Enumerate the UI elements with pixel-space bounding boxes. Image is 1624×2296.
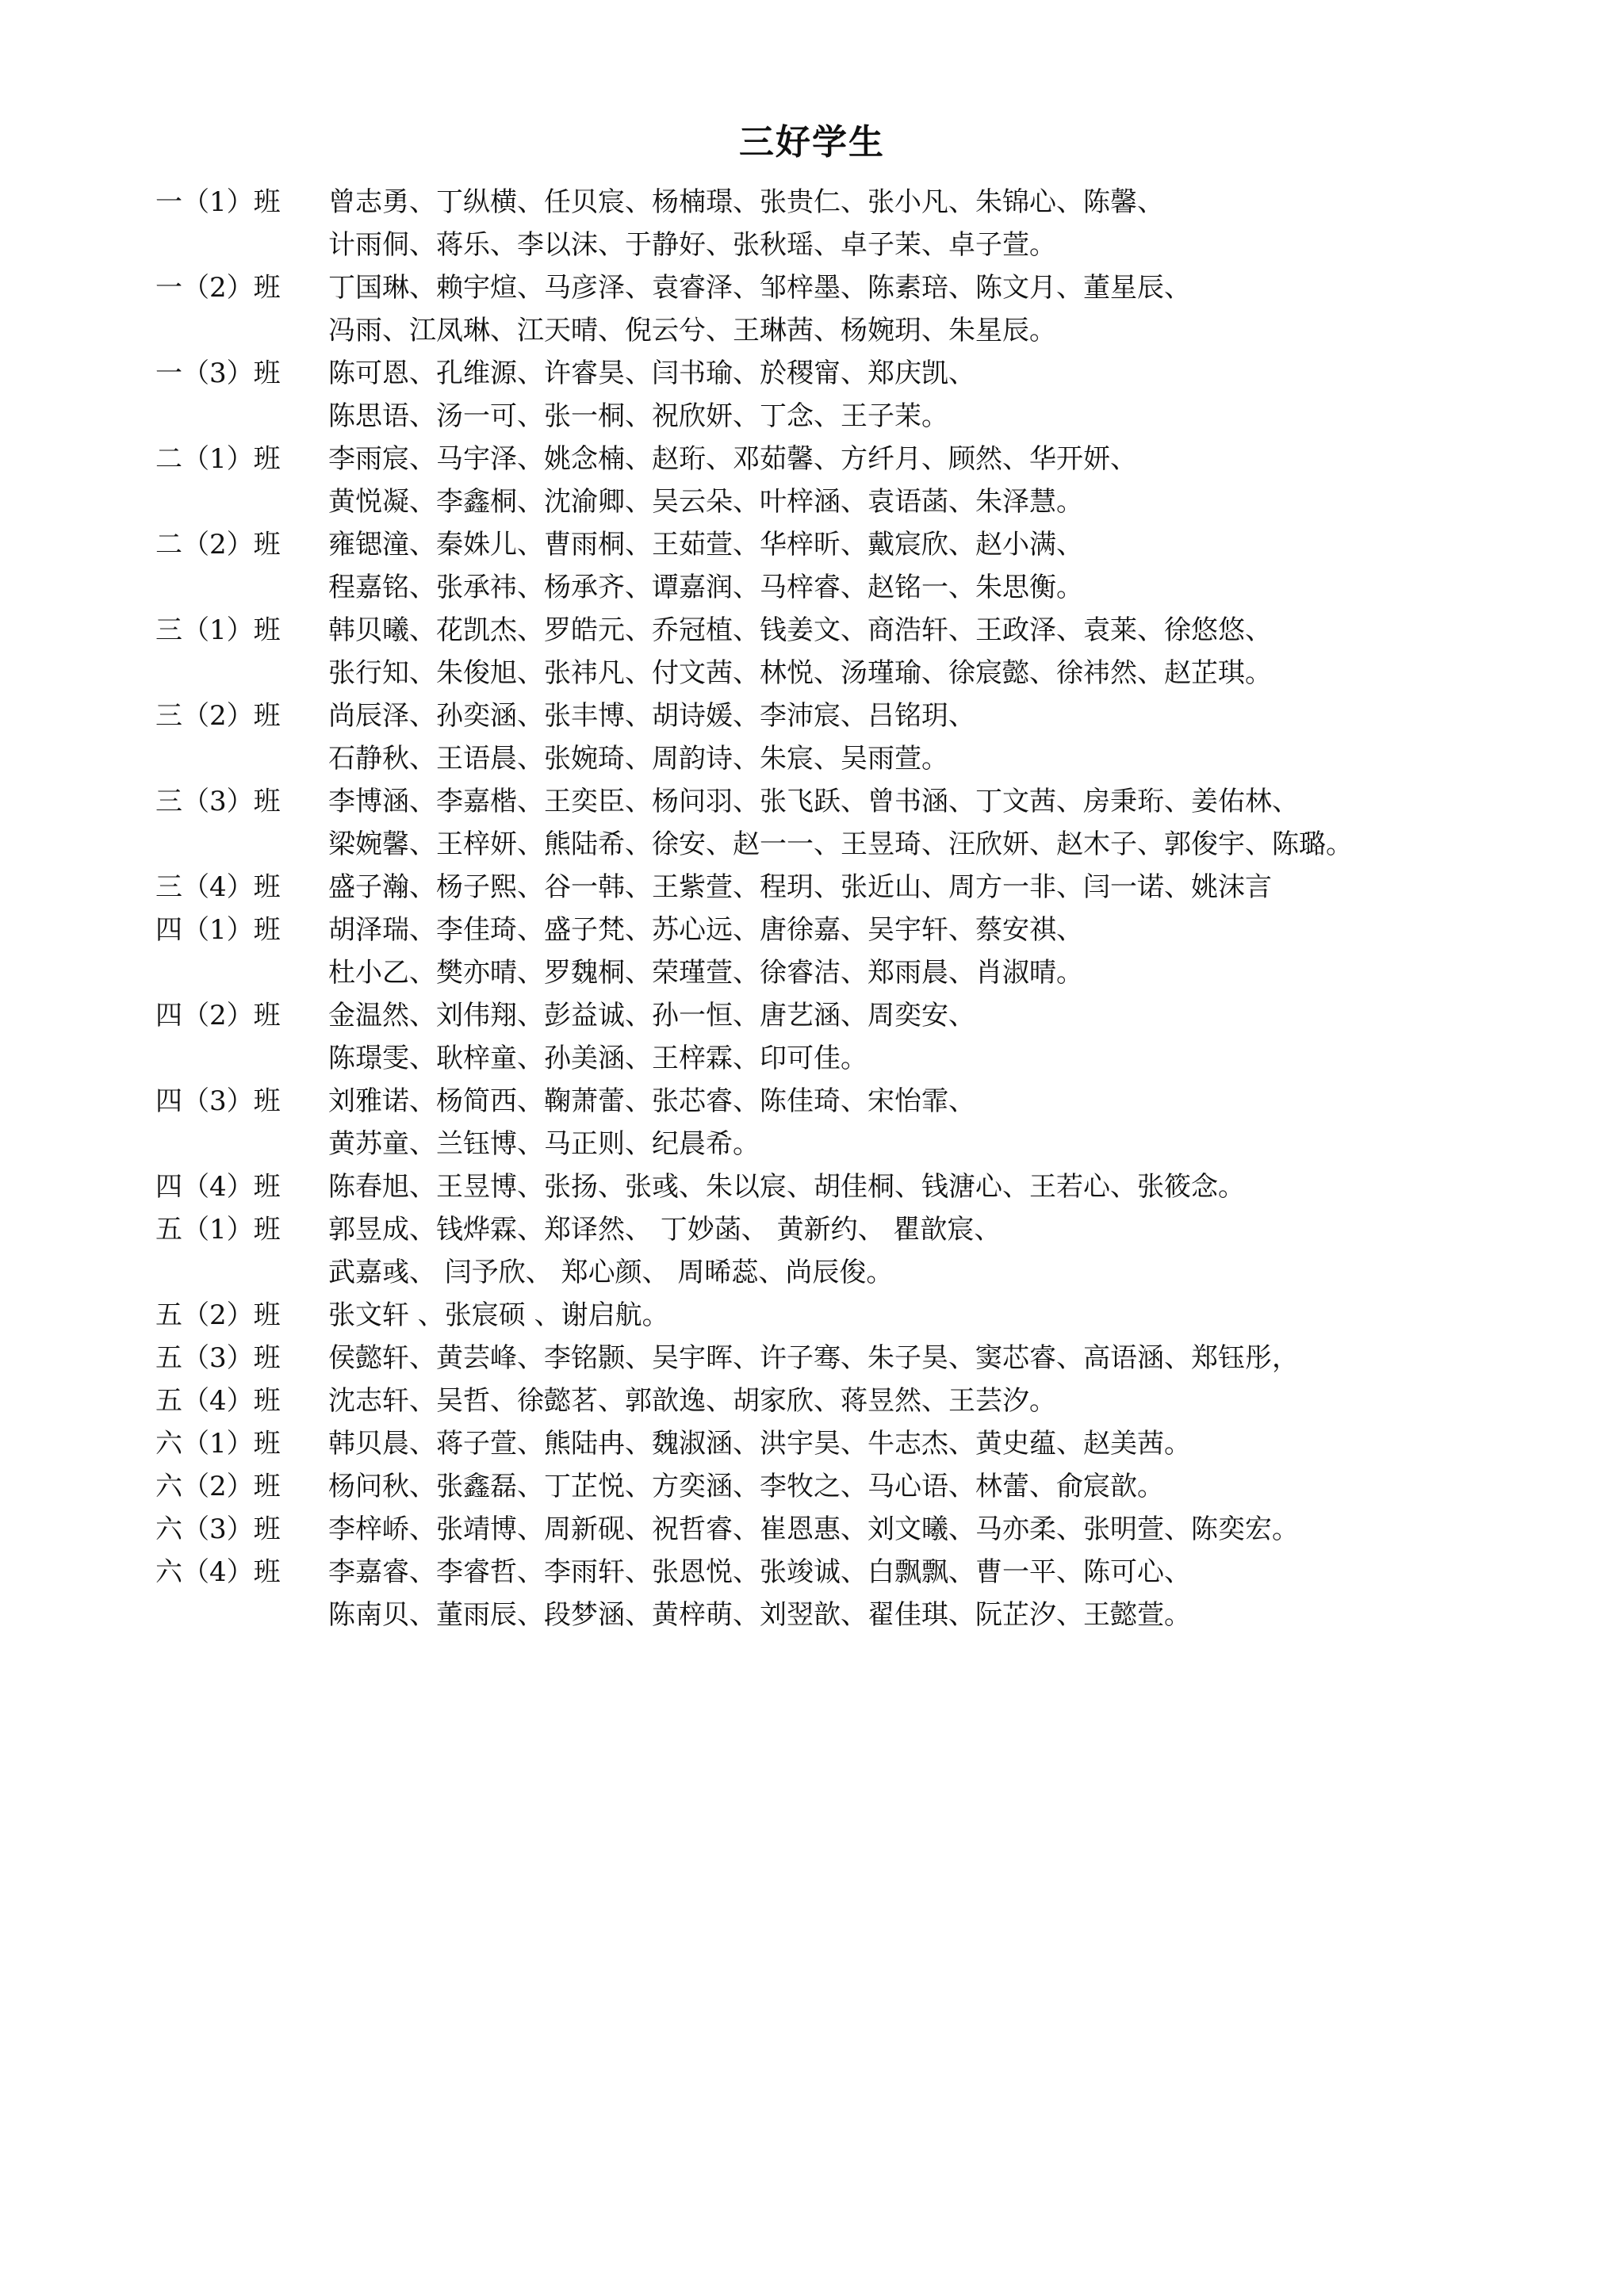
student-names — [328, 1551, 1456, 1636]
class-entry — [155, 1465, 1456, 1508]
class-label: 二（2）班 — [155, 529, 281, 561]
student-names — [328, 1380, 1456, 1422]
student-names-line: 金温然、刘伟翔、彭益诚、孙一恒、唐艺涵、周奕安、 — [328, 1000, 975, 1031]
class-label: 六（1）班 — [155, 1428, 281, 1460]
student-names — [328, 909, 1456, 994]
class-entry — [155, 438, 1456, 523]
class-entry — [155, 1380, 1456, 1422]
class-label: 三（4）班 — [155, 871, 281, 903]
page-title: 三好学生 — [739, 122, 885, 163]
student-names-line: 陈璟雯、耿梓童、孙美涵、王梓霖、印可佳。 — [328, 1043, 868, 1074]
class-label: 四（1）班 — [155, 914, 281, 946]
class-label: 三（1）班 — [155, 614, 281, 646]
class-entry — [155, 1551, 1456, 1636]
student-names-line: 陈思语、汤一可、张一桐、祝欣妍、丁念、王子茉。 — [328, 400, 948, 432]
class-label: 五（4）班 — [155, 1385, 281, 1417]
student-names — [328, 1294, 1456, 1337]
student-names-line: 李雨宸、马宇泽、姚念楠、赵珩、邓茹馨、方纤月、顾然、华开妍、 — [328, 443, 1137, 475]
class-entry — [155, 1508, 1456, 1551]
student-names-line: 盛子瀚、杨子熙、谷一韩、王紫萱、程玥、张近山、周方一非、闫一诺、姚沫言 — [328, 871, 1272, 903]
class-entry — [155, 1294, 1456, 1337]
student-names-line: 曾志勇、丁纵横、任贝宸、杨楠璟、张贵仁、张小凡、朱锦心、陈馨、 — [328, 186, 1164, 218]
student-names — [328, 1422, 1456, 1465]
student-names-line: 李梓峤、张靖博、周新砚、祝哲睿、崔恩惠、刘文曦、马亦柔、张明萱、陈奕宏。 — [328, 1513, 1299, 1545]
class-entry — [155, 266, 1456, 352]
student-names-line: 黄悦凝、李鑫桐、沈渝卿、吴云朵、叶梓涵、袁语菡、朱泽慧。 — [328, 486, 1083, 518]
student-names — [328, 994, 1456, 1080]
class-label: 四（3）班 — [155, 1085, 281, 1117]
class-label: 一（1）班 — [155, 186, 281, 218]
student-names-line: 沈志轩、吴哲、徐懿茗、郭歆逸、胡家欣、蒋昱然、王芸汐。 — [328, 1385, 1056, 1417]
student-names-line: 韩贝曦、花凯杰、罗皓元、乔冠植、钱姜文、商浩轩、王政泽、袁莱、徐悠悠、 — [328, 614, 1272, 646]
student-names-line: 郭昱成、钱烨霖、郑译然、 丁妙菡、 黄新约、 瞿歆宸、 — [328, 1214, 1002, 1246]
class-label: 五（3）班 — [155, 1342, 281, 1374]
class-entry — [155, 909, 1456, 994]
class-entry — [155, 866, 1456, 909]
student-names-line: 冯雨、江凤琳、江天晴、倪云兮、王琳茜、杨婉玥、朱星辰。 — [328, 315, 1056, 346]
student-names-line: 陈春旭、王昱博、张扬、张彧、朱以宸、胡佳桐、钱溏心、王若心、张筱念。 — [328, 1171, 1245, 1203]
student-names-line: 侯懿轩、黄芸峰、李铭颢、吴宇晖、许子骞、朱子昊、窦芯睿、高语涵、郑钰彤， — [328, 1342, 1299, 1374]
student-names — [328, 1165, 1456, 1208]
class-label: 五（1）班 — [155, 1214, 281, 1246]
class-entry — [155, 1080, 1456, 1165]
class-entry — [155, 1422, 1456, 1465]
student-names-line: 黄苏童、兰钰博、马正则、纪晨希。 — [328, 1128, 760, 1160]
class-label: 六（2）班 — [155, 1471, 281, 1502]
student-names — [328, 438, 1456, 523]
student-names-line: 杜小乙、樊亦晴、罗魏桐、荣瑾萱、徐睿洁、郑雨晨、肖淑晴。 — [328, 957, 1083, 989]
student-names-line: 张行知、朱俊旭、张祎凡、付文茜、林悦、汤瑾瑜、徐宸懿、徐祎然、赵芷琪。 — [328, 657, 1272, 689]
student-names-line: 武嘉彧、 闫予欣、 郑心颜、 周晞蕊、尚辰俊。 — [328, 1257, 894, 1288]
award-roster — [155, 181, 1456, 1636]
class-label: 三（2）班 — [155, 700, 281, 732]
student-names-line: 李博涵、李嘉楷、王奕臣、杨问羽、张飞跃、曾书涵、丁文茜、房秉珩、姜佑林、 — [328, 786, 1299, 817]
class-label: 六（3）班 — [155, 1513, 281, 1545]
class-entry — [155, 994, 1456, 1080]
student-names-line: 雍锶潼、秦姝儿、曹雨桐、王茹萱、华梓昕、戴宸欣、赵小满、 — [328, 529, 1083, 561]
student-names — [328, 1337, 1456, 1380]
student-names — [328, 523, 1456, 609]
class-label: 五（2）班 — [155, 1299, 281, 1331]
student-names-line: 计雨侗、蒋乐、李以沫、于静好、张秋瑶、卓子茉、卓子萱。 — [328, 229, 1056, 261]
class-entry — [155, 609, 1456, 695]
student-names-line: 丁国琳、赖宇煊、马彦泽、袁睿泽、邹梓墨、陈素琣、陈文月、董星辰、 — [328, 272, 1191, 304]
student-names-line: 杨问秋、张鑫磊、丁芷悦、方奕涵、李牧之、马心语、林蕾、俞宸歆。 — [328, 1471, 1164, 1502]
class-label: 四（2）班 — [155, 1000, 281, 1031]
class-entry — [155, 780, 1456, 866]
class-entry — [155, 352, 1456, 438]
student-names — [328, 1208, 1456, 1294]
student-names-line: 李嘉睿、李睿哲、李雨轩、张恩悦、张竣诚、白飘飘、曹一平、陈可心、 — [328, 1556, 1191, 1588]
class-entry — [155, 181, 1456, 266]
student-names-line: 韩贝晨、蒋子萱、熊陆冉、魏淑涵、洪宇昊、牛志杰、黄史蕴、赵美茜。 — [328, 1428, 1191, 1460]
class-label: 二（1）班 — [155, 443, 281, 475]
student-names — [328, 352, 1456, 438]
class-label: 六（4）班 — [155, 1556, 281, 1588]
class-entry — [155, 1208, 1456, 1294]
class-label: 一（2）班 — [155, 272, 281, 304]
class-label: 一（3）班 — [155, 358, 281, 389]
student-names — [328, 780, 1456, 866]
student-names — [328, 1080, 1456, 1165]
student-names — [328, 266, 1456, 352]
student-names-line: 陈南贝、董雨辰、段梦涵、黄梓萌、刘翌歆、翟佳琪、阮芷汐、王懿萱。 — [328, 1599, 1191, 1631]
student-names-line: 张文轩 、张宸硕 、谢启航。 — [328, 1299, 669, 1331]
student-names-line: 胡泽瑞、李佳琦、盛子梵、苏心远、唐徐嘉、吴宇轩、蔡安祺、 — [328, 914, 1083, 946]
student-names-line: 陈可恩、孔维源、许睿昊、闫书瑜、於稷甯、郑庆凯、 — [328, 358, 975, 389]
class-label: 四（4）班 — [155, 1171, 281, 1203]
class-entry — [155, 695, 1456, 780]
student-names — [328, 1465, 1456, 1508]
student-names — [328, 609, 1456, 695]
class-entry — [155, 1165, 1456, 1208]
student-names-line: 梁婉馨、王梓妍、熊陆希、徐安、赵一一、王昱琦、汪欣妍、赵木子、郭俊宇、陈璐。 — [328, 828, 1353, 860]
class-entry — [155, 1337, 1456, 1380]
student-names — [328, 1508, 1456, 1551]
student-names — [328, 695, 1456, 780]
student-names-line: 尚辰泽、孙奕涵、张丰博、胡诗媛、李沛宸、吕铭玥、 — [328, 700, 975, 732]
student-names — [328, 866, 1456, 909]
class-entry — [155, 523, 1456, 609]
student-names — [328, 181, 1456, 266]
class-label: 三（3）班 — [155, 786, 281, 817]
student-names-line: 程嘉铭、张承祎、杨承齐、谭嘉润、马梓睿、赵铭一、朱思衡。 — [328, 572, 1083, 603]
student-names-line: 石静秋、王语晨、张婉琦、周韵诗、朱宸、吴雨萱。 — [328, 743, 948, 775]
student-names-line: 刘雅诺、杨简西、鞠萧蕾、张芯睿、陈佳琦、宋怡霏、 — [328, 1085, 975, 1117]
